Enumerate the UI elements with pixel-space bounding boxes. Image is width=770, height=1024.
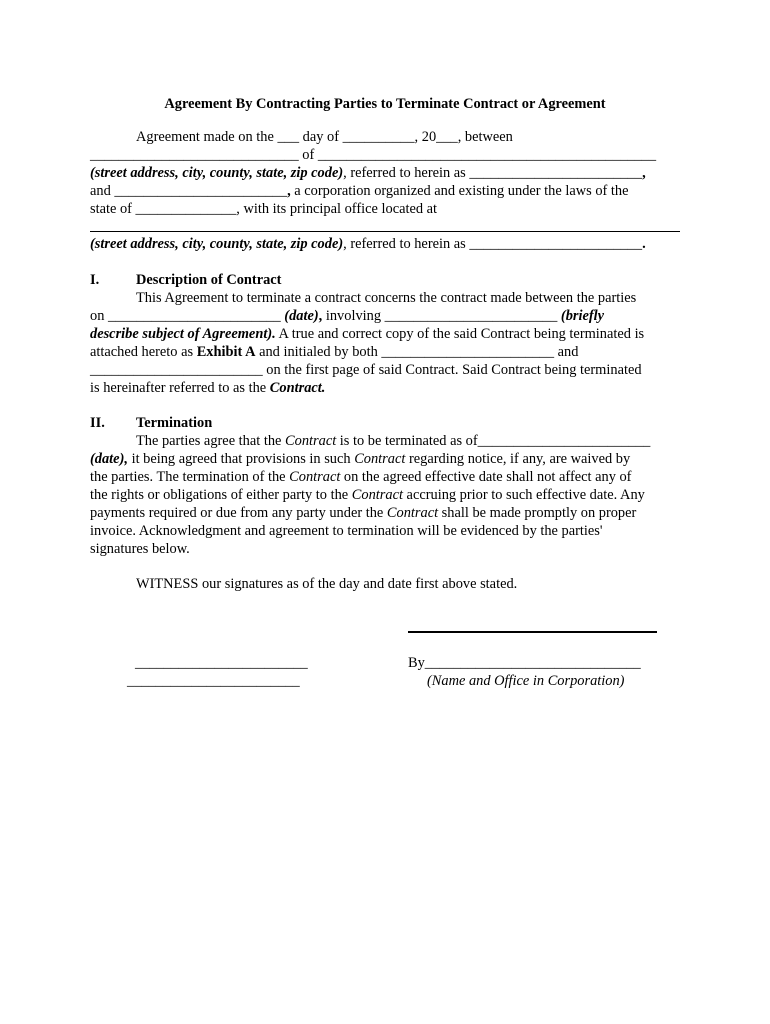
section-2-line-2	[90, 450, 630, 468]
contract-term: Contract	[351, 487, 403, 503]
contract-term: Contract	[386, 505, 439, 521]
left-signature-line-2: ________________________	[127, 673, 300, 689]
section-1-line-2	[90, 307, 604, 325]
section-1-heading: Description of Contract	[136, 272, 282, 288]
exhibit-a: Exhibit A	[196, 344, 256, 360]
contract-term: Contract	[354, 451, 406, 467]
termination-text: the parties. The termination of the	[90, 469, 290, 485]
initialed-text: and initialed by both ________________________ and	[255, 344, 579, 360]
section-1-number: I.	[90, 272, 100, 288]
section-1-line-5: ________________________ on the first page of said Contract. Said Contract being terminated	[90, 362, 642, 378]
intro-line-4	[90, 182, 629, 200]
section-2-line-7: signatures below.	[90, 541, 190, 557]
intro-line-2	[90, 146, 656, 164]
address-hint-2: (street address, city, county, state, zip code)	[90, 236, 344, 252]
principal-office-blank-line	[90, 231, 680, 232]
provisions-text: it being agreed that provisions in such	[127, 451, 355, 467]
accruing-text: accruing prior to such effective date. Any	[402, 487, 645, 503]
referred-blank-1: ________________________	[469, 165, 643, 181]
section-2-number: II.	[90, 415, 105, 431]
section-1-line-6	[90, 379, 325, 397]
briefly-hint: (briefly	[560, 308, 605, 324]
intro-line-3	[90, 164, 646, 182]
witness-statement: WITNESS our signatures as of the day and date first above stated.	[136, 576, 518, 592]
attached-text: attached hereto as	[90, 344, 197, 360]
date-hint: (date)	[284, 308, 319, 324]
intro-line-1: Agreement made on the ___ day of __________, 20___, between	[136, 129, 513, 145]
period-1: .	[642, 236, 646, 252]
hereinafter-text: is hereinafter referred to as the	[90, 380, 270, 396]
referred-text-2: , referred to herein as	[343, 236, 470, 252]
comma-1: ,	[642, 165, 646, 181]
section-1-line-3	[90, 325, 644, 343]
comma-2: ,	[287, 183, 291, 199]
notice-text: regarding notice, if any, are waived by	[405, 451, 631, 467]
first-party-address-blank: _______________________________________________	[317, 147, 657, 163]
section-2-line-6: invoice. Acknowledgment and agreement to termination will be evidenced by the parties'	[90, 523, 603, 539]
section-1-line-4	[90, 343, 578, 361]
left-signature-line-1: ________________________	[135, 655, 308, 671]
section-2-line-5	[90, 504, 636, 522]
effective-date-text: on the agreed effective date shall not affect any of	[340, 469, 632, 485]
second-party-blank: and ________________________	[90, 183, 288, 199]
date-hint: (date),	[90, 451, 128, 467]
of-text: of	[298, 147, 318, 163]
contract-term: Contract	[285, 433, 337, 449]
section-2-line-3	[90, 468, 631, 486]
promptly-text: shall be made promptly on proper	[438, 505, 637, 521]
referred-text-1: , referred to herein as	[343, 165, 470, 181]
section-1-line-1: This Agreement to terminate a contract concerns the contract made between the parties	[136, 290, 637, 306]
terminated-as-of-text: is to be terminated as of________________________	[336, 433, 651, 449]
name-office-caption: (Name and Office in Corporation)	[427, 673, 625, 689]
contract-term: Contract	[289, 469, 341, 485]
date-blank: on ________________________	[90, 308, 285, 324]
intro-line-7	[90, 235, 646, 253]
corporation-text: a corporation organized and existing under the laws of the	[290, 183, 629, 199]
section-2-heading: Termination	[136, 415, 213, 431]
subject-hint: describe subject of Agreement).	[90, 326, 276, 342]
referred-blank-2: ________________________	[469, 236, 643, 252]
true-copy-text: A true and correct copy of the said Contract being terminated is	[275, 326, 645, 342]
rights-text: the rights or obligations of either party to the	[90, 487, 352, 503]
first-party-name-blank: _____________________________	[90, 147, 299, 163]
by-signature-line: By______________________________	[408, 655, 641, 671]
corporate-signature-line	[408, 631, 657, 633]
address-hint-1: (street address, city, county, state, zip code)	[90, 165, 344, 181]
contract-term: Contract.	[269, 380, 326, 396]
section-2-line-1	[136, 432, 650, 450]
involving-blank: involving ________________________	[322, 308, 561, 324]
document-title: Agreement By Contracting Parties to Terminate Contract or Agreement	[164, 96, 606, 112]
section-2-line-4	[90, 486, 645, 504]
agree-text: The parties agree that the	[136, 433, 286, 449]
comma-3: ,	[318, 308, 323, 324]
payments-text: payments required or due from any party under the	[90, 505, 387, 521]
intro-line-5: state of ______________, with its principal office located at	[90, 201, 438, 217]
